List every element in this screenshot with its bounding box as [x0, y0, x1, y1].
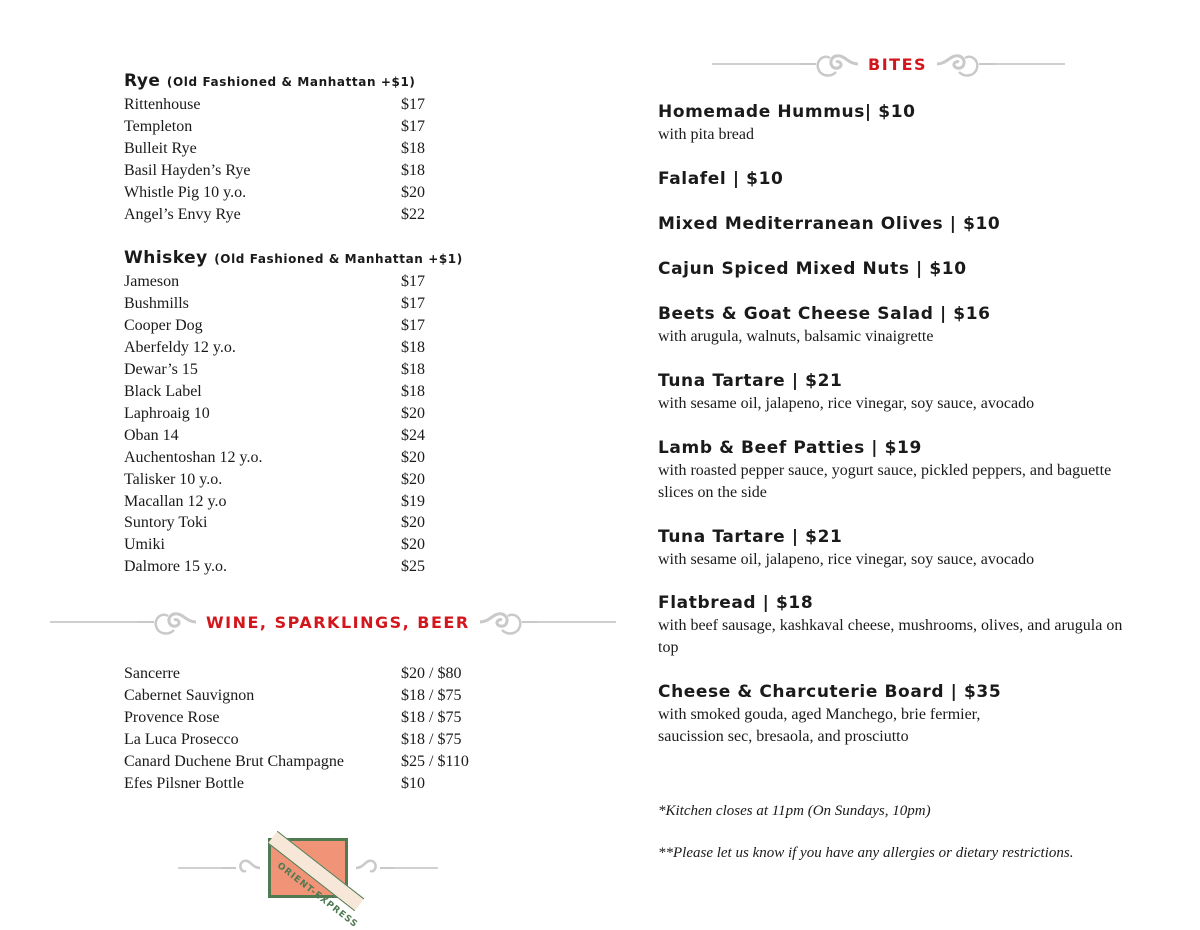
rye-item-name: Bulleit Rye	[124, 139, 197, 157]
wine-section-title: WINE, SPARKLINGS, BEER	[206, 612, 470, 632]
flourish-left-icon	[222, 853, 262, 883]
whiskey-item-row	[124, 469, 544, 491]
bite-description: with arugula, walnuts, balsamic vinaigrette	[658, 327, 934, 345]
whiskey-item-row	[124, 271, 544, 293]
whiskey-item-name: Dewar’s 15	[124, 361, 198, 379]
bite-name: Beets & Goat Cheese Salad | $16	[658, 303, 991, 324]
bite-item	[658, 100, 1138, 146]
bites-column	[658, 100, 1138, 769]
bite-name: Mixed Mediterranean Olives | $10	[658, 213, 1001, 234]
whiskey-item-name: Auchentoshan 12 y.o.	[124, 448, 263, 466]
bite-name: Cajun Spiced Mixed Nuts | $10	[658, 258, 967, 279]
rye-item-price: $17	[401, 96, 425, 113]
whiskey-item-name: Macallan 12 y.o	[124, 492, 227, 510]
whiskey-item-price: $20	[401, 470, 425, 488]
bite-name: Flatbread | $18	[658, 593, 814, 614]
whiskey-item-price: $18	[401, 339, 425, 357]
rye-item-row	[124, 160, 544, 182]
wine-item-row	[124, 751, 544, 773]
rye-note: (Old Fashioned & Manhattan +$1)	[166, 75, 416, 89]
wine-item-row	[124, 729, 544, 751]
wine-item-price: $10	[401, 774, 425, 792]
wine-item-price: $25 / $110	[401, 752, 469, 770]
wine-section	[124, 663, 544, 794]
bite-name: Lamb & Beef Patties | $19	[658, 437, 922, 458]
flourish-left-icon	[800, 46, 860, 82]
rye-item-row	[124, 138, 544, 160]
whiskey-item-name: Jameson	[124, 273, 180, 291]
rye-item-price: $18	[401, 161, 425, 179]
whiskey-item-price: $20	[401, 514, 425, 532]
logo-text: ORIENT-EXPRESS	[274, 861, 360, 930]
whiskey-item-name: Suntory Toki	[124, 514, 208, 532]
wine-list	[124, 663, 544, 794]
whiskey-item-row	[124, 381, 544, 403]
rye-list	[124, 94, 544, 225]
whiskey-item-row	[124, 403, 544, 425]
whiskey-item-row	[124, 293, 544, 315]
flourish-right-icon	[478, 604, 538, 640]
whiskey-item-row	[124, 359, 544, 381]
orient-express-logo	[268, 838, 360, 930]
wine-item-price: $18 / $75	[401, 730, 462, 748]
rye-item-name: Rittenhouse	[124, 96, 201, 113]
whiskey-item-row	[124, 425, 544, 447]
whiskey-item-name: Cooper Dog	[124, 317, 203, 335]
whiskey-item-name: Aberfeldy 12 y.o.	[124, 339, 236, 357]
wine-section-divider	[50, 604, 616, 640]
bite-description: with smoked gouda, aged Manchego, brie fermier, saucission sec, bresaola, and prosciutto	[658, 706, 981, 746]
rye-item-price: $20	[401, 183, 425, 201]
whiskey-item-row	[124, 512, 544, 534]
wine-item-name: Cabernet Sauvignon	[124, 686, 255, 704]
rye-item-price: $18	[401, 139, 425, 157]
wine-item-row	[124, 773, 544, 795]
whiskey-item-name: Dalmore 15 y.o.	[124, 558, 227, 576]
rye-heading	[124, 70, 544, 93]
whiskey-item-price: $17	[401, 295, 425, 313]
wine-item-price: $20 / $80	[401, 665, 462, 682]
whiskey-item-row	[124, 315, 544, 337]
left-column	[124, 70, 544, 578]
wine-item-row	[124, 707, 544, 729]
whiskey-item-name: Laphroaig 10	[124, 404, 210, 422]
rye-item-row	[124, 116, 544, 138]
bite-name: Falafel | $10	[658, 168, 784, 189]
flourish-right-icon	[935, 46, 995, 82]
bite-item	[658, 436, 1138, 504]
wine-item-row	[124, 663, 544, 685]
wine-item-name: La Luca Prosecco	[124, 730, 239, 748]
flourish-left-icon	[138, 604, 198, 640]
bite-item	[658, 680, 1138, 748]
bite-description: with sesame oil, jalapeno, rice vinegar, soy sauce, avocado	[658, 394, 1035, 412]
whiskey-item-price: $18	[401, 382, 425, 400]
whiskey-title: Whiskey	[124, 248, 208, 269]
bites-section-title: BITES	[868, 54, 928, 74]
bite-description: with pita bread	[658, 126, 754, 143]
bite-description: with sesame oil, jalapeno, rice vinegar, soy sauce, avocado	[658, 550, 1035, 568]
bite-item	[658, 302, 1138, 348]
bite-description: with beef sausage, kashkaval cheese, mushrooms, olives, and arugula on top	[658, 617, 1123, 657]
wine-item-name: Canard Duchene Brut Champagne	[124, 752, 344, 770]
wine-item-price: $18 / $75	[401, 686, 462, 704]
rye-item-name: Templeton	[124, 117, 193, 135]
allergy-note: **Please let us know if you have any allergies or dietary restrictions.	[658, 845, 1074, 861]
whiskey-item-name: Talisker 10 y.o.	[124, 470, 223, 488]
whiskey-list	[124, 271, 544, 578]
whiskey-item-price: $17	[401, 317, 425, 335]
rye-item-name: Angel’s Envy Rye	[124, 205, 241, 223]
rye-item-name: Basil Hayden’s Rye	[124, 161, 251, 179]
whiskey-item-name: Umiki	[124, 536, 165, 554]
bite-item	[658, 369, 1138, 415]
whiskey-item-price: $25	[401, 558, 425, 576]
bite-name: Tuna Tartare | $21	[658, 526, 843, 547]
rye-item-price: $22	[401, 205, 425, 223]
whiskey-item-price: $20	[401, 448, 425, 466]
rye-item-row	[124, 204, 544, 226]
bites-list	[658, 100, 1138, 748]
bite-item	[658, 257, 1138, 281]
wine-item-row	[124, 685, 544, 707]
kitchen-hours-note: *Kitchen closes at 11pm (On Sundays, 10pm)	[658, 803, 931, 819]
bites-section-divider	[712, 46, 1065, 82]
rye-item-name: Whistle Pig 10 y.o.	[124, 183, 247, 201]
whiskey-item-row	[124, 491, 544, 513]
logo-area	[178, 838, 438, 930]
whiskey-item-row	[124, 534, 544, 556]
bite-name: Homemade Hummus| $10	[658, 102, 916, 122]
whiskey-item-name: Bushmills	[124, 295, 189, 313]
wine-item-name: Efes Pilsner Bottle	[124, 774, 244, 792]
whiskey-item-row	[124, 556, 544, 578]
whiskey-item-row	[124, 447, 544, 469]
whiskey-item-price: $24	[401, 426, 425, 444]
bite-item	[658, 212, 1138, 236]
whiskey-item-price: $18	[401, 361, 425, 379]
bite-item	[658, 591, 1138, 659]
whiskey-item-name: Black Label	[124, 382, 202, 400]
rye-item-price: $17	[401, 117, 425, 135]
flourish-right-icon	[354, 853, 394, 883]
rye-item-row	[124, 94, 544, 116]
whiskey-item-price: $19	[401, 492, 425, 510]
bite-name: Tuna Tartare | $21	[658, 370, 843, 391]
bite-item	[658, 525, 1138, 571]
bite-item	[658, 167, 1138, 191]
whiskey-heading	[124, 247, 544, 270]
wine-item-price: $18 / $75	[401, 708, 462, 726]
wine-item-name: Sancerre	[124, 665, 180, 682]
whiskey-item-name: Oban 14	[124, 426, 179, 444]
whiskey-item-price: $17	[401, 273, 425, 291]
rye-item-row	[124, 182, 544, 204]
wine-item-name: Provence Rose	[124, 708, 220, 726]
bite-description: with roasted pepper sauce, yogurt sauce, pickled peppers, and baguette slices on the side	[658, 461, 1112, 501]
whiskey-note: (Old Fashioned & Manhattan +$1)	[214, 252, 463, 267]
bite-name: Cheese & Charcuterie Board | $35	[658, 682, 1002, 703]
whiskey-item-price: $20	[401, 536, 425, 554]
whiskey-item-price: $20	[401, 404, 425, 422]
whiskey-item-row	[124, 337, 544, 359]
rye-title: Rye	[124, 71, 161, 91]
